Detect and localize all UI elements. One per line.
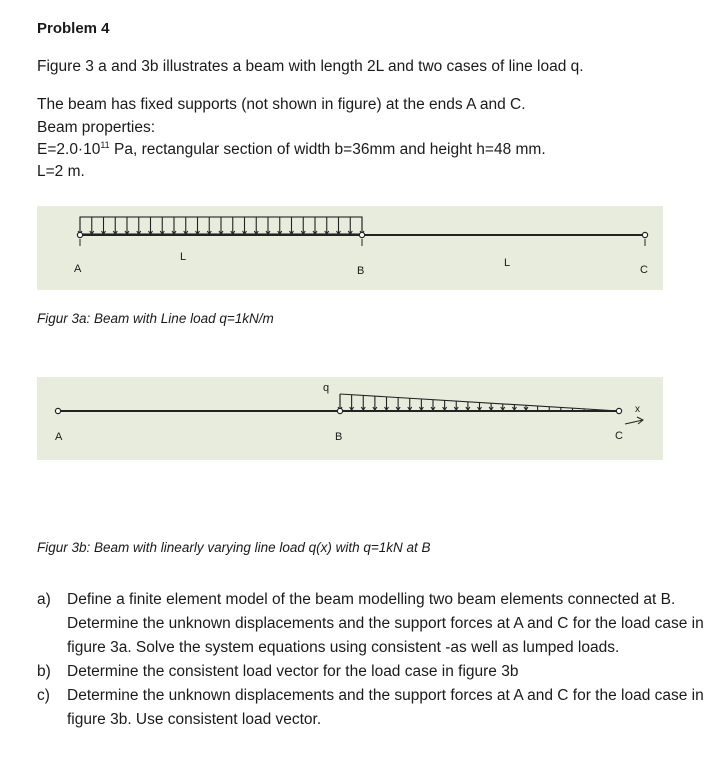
elastic-modulus [37,141,546,159]
x-axis-arrow [625,417,643,424]
caption-3b: Figur 3b: Beam with linearly varying line load q(x) with q=1kN at B [37,540,431,555]
question-a [37,588,717,660]
node-a-3b [55,408,60,413]
label-q-3b: q [323,382,330,394]
e-prefix: E=2.0·10 [37,141,101,158]
question-c [37,684,717,732]
question-marker: c) [37,687,50,704]
question-marker: b) [37,663,51,680]
node-c-3a [642,232,647,237]
label-l1-3a: L [180,251,187,263]
triangular-load [338,394,619,411]
figure-3a-drawing [37,206,663,290]
question-text: Determine the unknown displacements and the support forces at A and C for the load case in figure 3b. Use consistent load vector. [67,687,704,728]
question-marker: a) [37,591,51,608]
label-a-3b: A [55,431,63,443]
question-text: Determine the consistent load vector for the load case in figure 3b [67,663,519,680]
uniform-load [78,217,364,234]
figure-3a [37,206,663,290]
e-suffix: Pa, rectangular section of width b=36mm and height h=48 mm. [109,141,546,158]
label-c-3b: C [615,430,623,442]
problem-title: Problem 4 [37,20,110,37]
question-b [37,660,717,684]
props-heading: Beam properties: [37,119,156,136]
question-list [37,588,717,732]
caption-3a: Figur 3a: Beam with Line load q=1kN/m [37,311,274,326]
problem-intro: Figure 3 a and 3b illustrates a beam with length 2L and two cases of line load q. [37,58,584,75]
label-l2-3a: L [504,257,511,269]
label-a-3a: A [74,263,82,275]
label-b-3b: B [335,431,343,443]
label-x-3b: x [635,404,640,415]
node-b-3b [337,408,342,413]
node-b-3a [359,232,364,237]
node-a-3a [77,232,82,237]
label-b-3a: B [357,265,365,277]
figure-3b-drawing [37,377,663,460]
length-value: L=2 m. [37,163,85,180]
support-note: The beam has fixed supports (not shown in figure) at the ends A and C. [37,96,526,113]
node-c-3b [616,408,621,413]
label-c-3a: C [640,264,648,276]
figure-3b [37,377,663,460]
e-exponent: 11 [100,139,110,150]
question-text: Define a finite element model of the beam modelling two beam elements connected at B. Determine the unknown displacements and the support forces at A and C for the load case in figure 3a. Solve the system equations using consistent -as well as lumped loads. [67,591,704,656]
